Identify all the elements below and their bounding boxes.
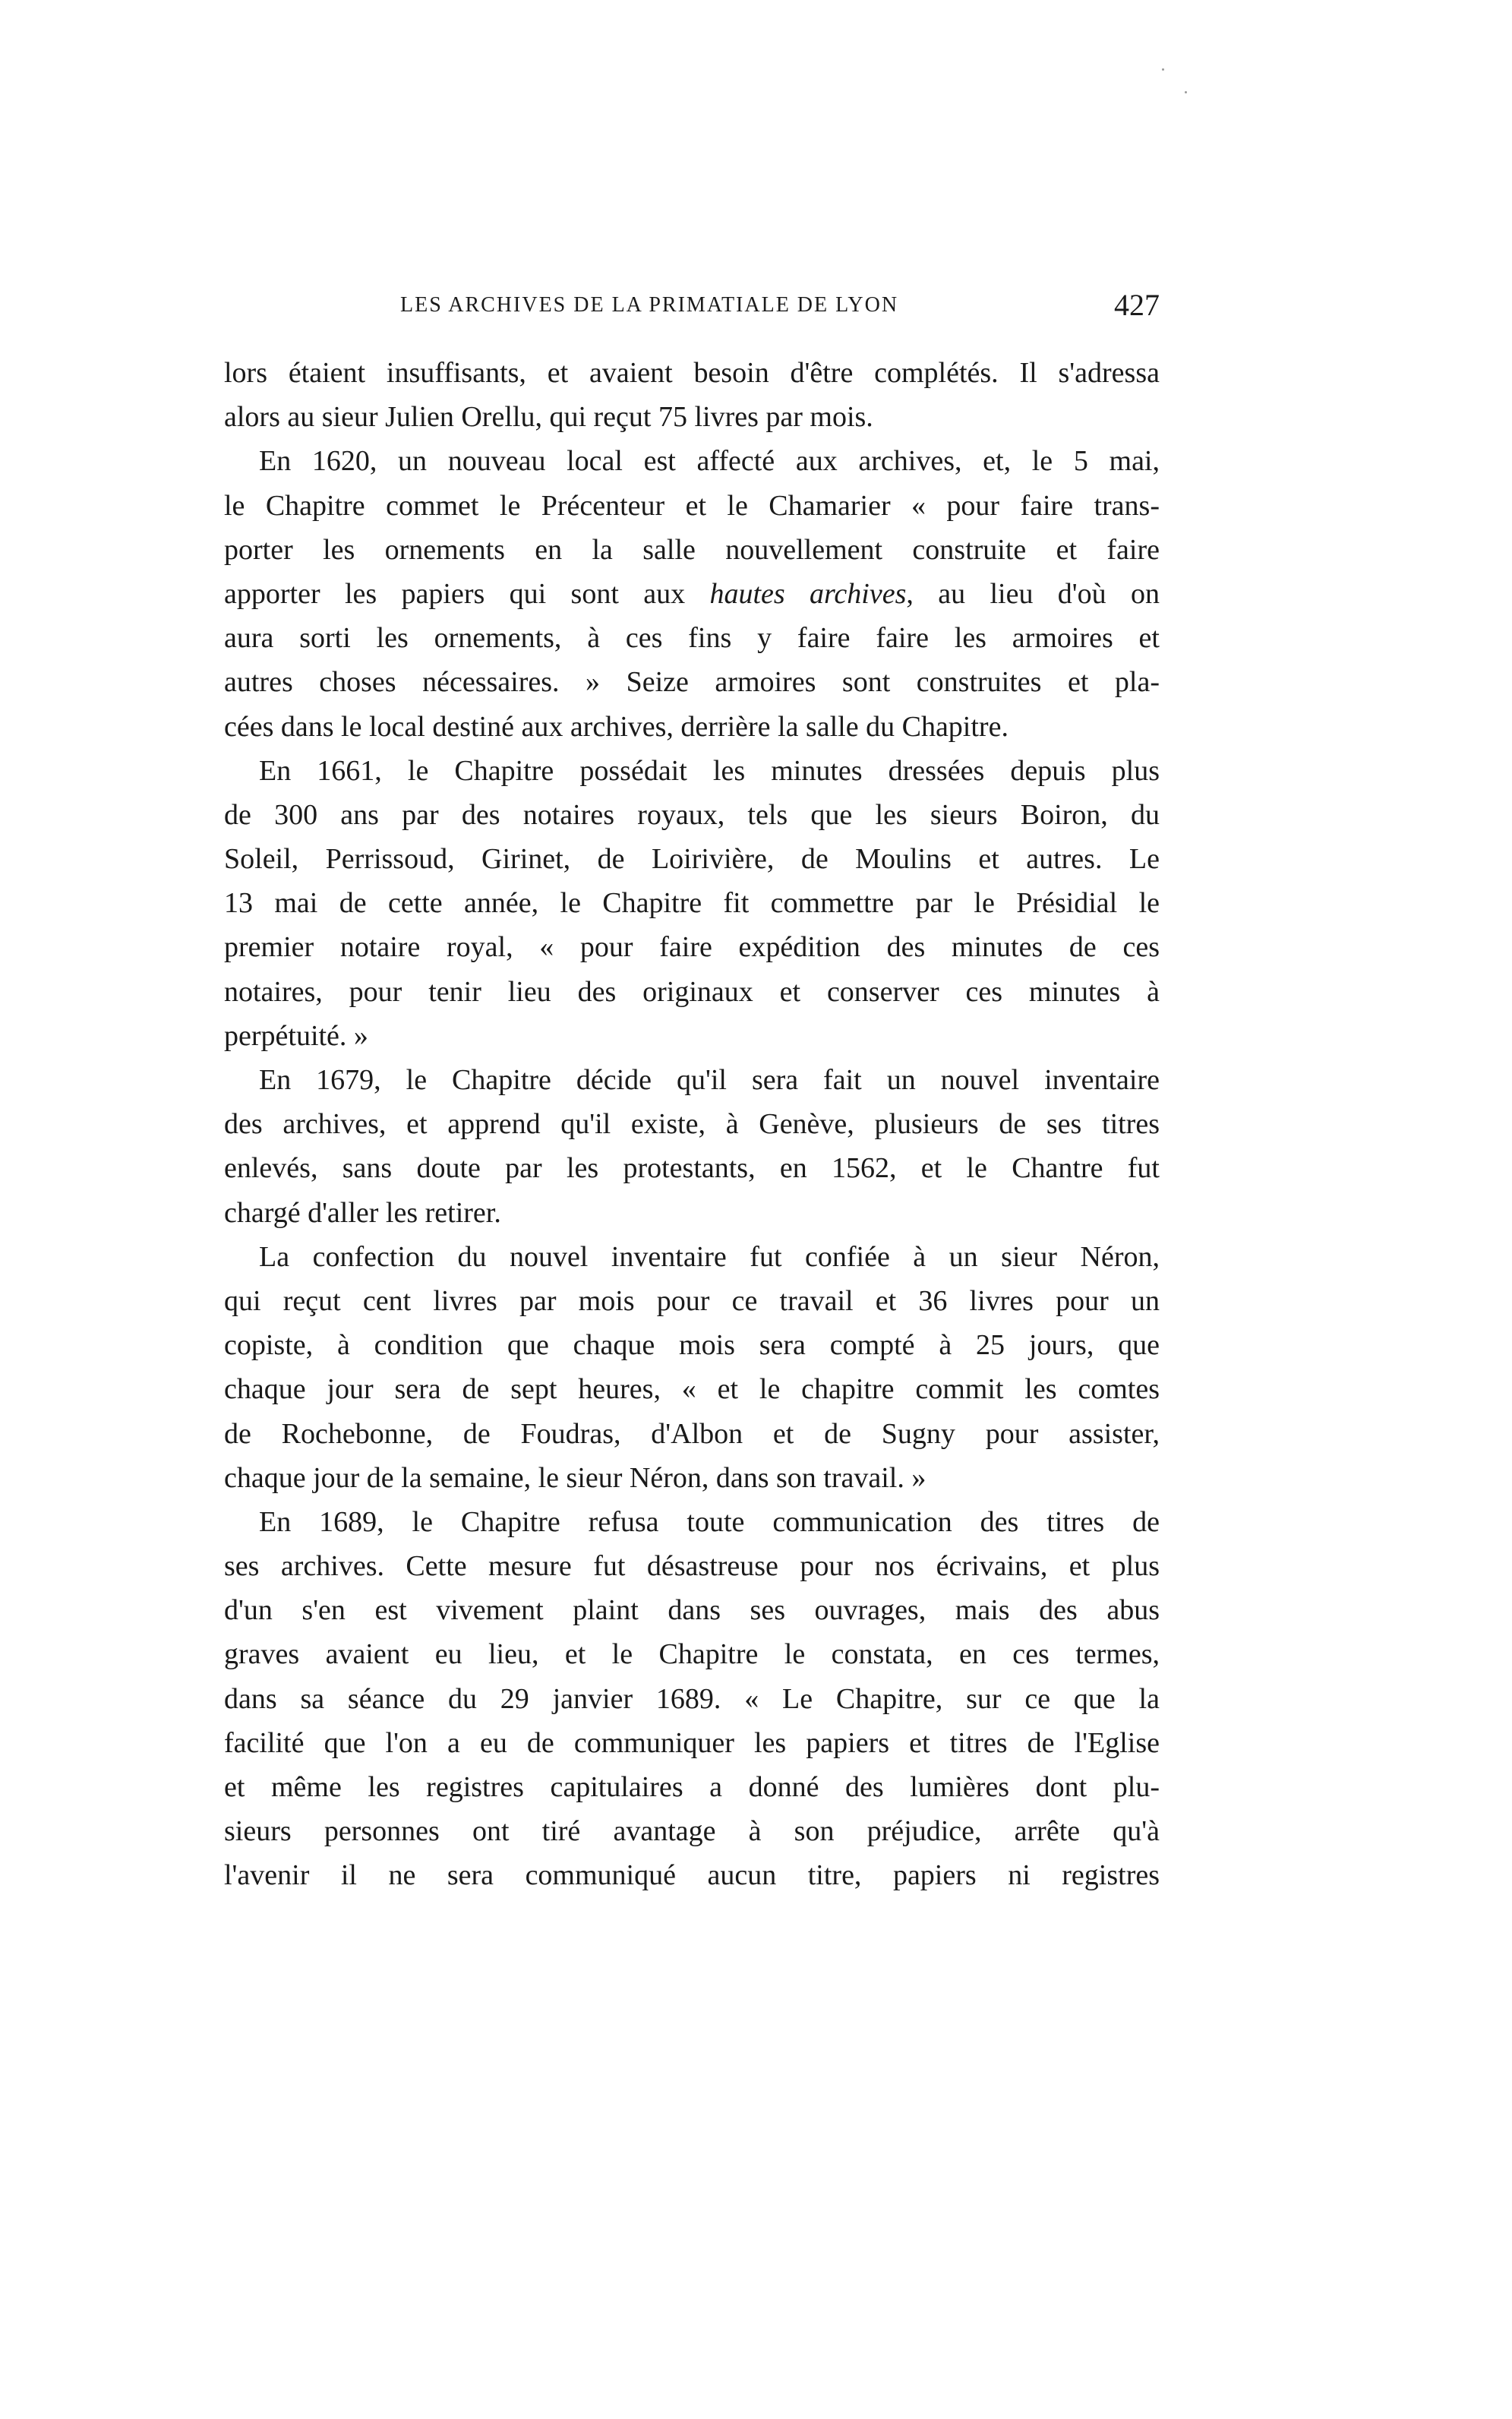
text-segment: apporter les papiers qui sont aux [224, 577, 710, 610]
text-line: 13 mai de cette année, le Chapitre fit commettre par le Présidial le [224, 887, 1160, 920]
text-line [224, 572, 1160, 616]
text-line: des archives, et apprend qu'il existe, à Genève, plusieurs de ses titres [224, 1108, 1160, 1141]
text-line: de 300 ans par des notaires royaux, tels que les sieurs Boiron, du [224, 798, 1160, 831]
text-line: chaque jour sera de sept heures, « et le chapitre commit les comtes [224, 1373, 1160, 1406]
scan-speck [1162, 68, 1164, 71]
text-line: aura sorti les ornements, à ces fins y faire faire les armoires et [224, 622, 1160, 655]
text-line: qui reçut cent livres par mois pour ce travail et 36 livres pour un [224, 1284, 1160, 1317]
text-line: La confection du nouvel inventaire fut confiée à un sieur Néron, [259, 1240, 1160, 1273]
text-line: En 1689, le Chapitre refusa toute communication des titres de [259, 1505, 1160, 1538]
text-line: En 1679, le Chapitre décide qu'il sera fait un nouvel inventaire [259, 1064, 1160, 1096]
text-line: copiste, à condition que chaque mois sera compté à 25 jours, que [224, 1329, 1160, 1362]
running-header [224, 287, 1160, 325]
text-line: facilité que l'on a eu de communiquer les papiers et titres de l'Eglise [224, 1726, 1160, 1759]
text-line: porter les ornements en la salle nouvellement construite et faire [224, 533, 1160, 566]
text-line: d'un s'en est vivement plaint dans ses ouvrages, mais des abus [224, 1594, 1160, 1627]
text-line: premier notaire royal, « pour faire expédition des minutes de ces [224, 931, 1160, 964]
text-line: et même les registres capitulaires a donné des lumières dont plu- [224, 1771, 1160, 1803]
text-line: autres choses nécessaires. » Seize armoires sont construites et pla- [224, 666, 1160, 699]
text-line: En 1620, un nouveau local est affecté aux archives, et, le 5 mai, [259, 445, 1160, 478]
text-line: ses archives. Cette mesure fut désastreuse pour nos écrivains, et plus [224, 1550, 1160, 1583]
text-line: En 1661, le Chapitre possédait les minutes dressées depuis plus [259, 754, 1160, 787]
text-line: enlevés, sans doute par les protestants, en 1562, et le Chantre fut [224, 1152, 1160, 1185]
text-line: alors au sieur Julien Orellu, qui reçut 75 livres par mois. [224, 401, 873, 434]
text-line: dans sa séance du 29 janvier 1689. « Le Chapitre, sur ce que la [224, 1682, 1160, 1715]
page-number: 427 [1114, 288, 1160, 322]
text-line: graves avaient eu lieu, et le Chapitre le constata, en ces termes, [224, 1638, 1160, 1671]
text-line: lors étaient insuffisants, et avaient besoin d'être complétés. Il s'adressa [224, 357, 1160, 389]
text-line: Soleil, Perrissoud, Girinet, de Loirivière, de Moulins et autres. Le [224, 843, 1160, 876]
text-line: cées dans le local destiné aux archives, derrière la salle du Chapitre. [224, 710, 1009, 743]
text-line: chargé d'aller les retirer. [224, 1196, 501, 1229]
text-line: de Rochebonne, de Foudras, d'Albon et de Sugny pour assister, [224, 1417, 1160, 1450]
italic-phrase: hautes archives [709, 577, 907, 610]
text-line: notaires, pour tenir lieu des originaux et conserver ces minutes à [224, 975, 1160, 1008]
running-title: LES ARCHIVES DE LA PRIMATIALE DE LYON [400, 293, 899, 317]
text-line: le Chapitre commet le Précenteur et le Chamarier « pour faire trans- [224, 489, 1160, 522]
text-line: l'avenir il ne sera communiqué aucun titre, papiers ni registres [224, 1859, 1160, 1892]
text-line: chaque jour de la semaine, le sieur Néron, dans son travail. » [224, 1461, 926, 1494]
scan-speck [1185, 91, 1187, 93]
text-line: sieurs personnes ont tiré avantage à son préjudice, arrête qu'à [224, 1815, 1160, 1848]
text-segment: , au lieu d'où on [906, 577, 1160, 610]
text-line: perpétuité. » [224, 1019, 368, 1052]
body-text [224, 351, 1160, 1898]
